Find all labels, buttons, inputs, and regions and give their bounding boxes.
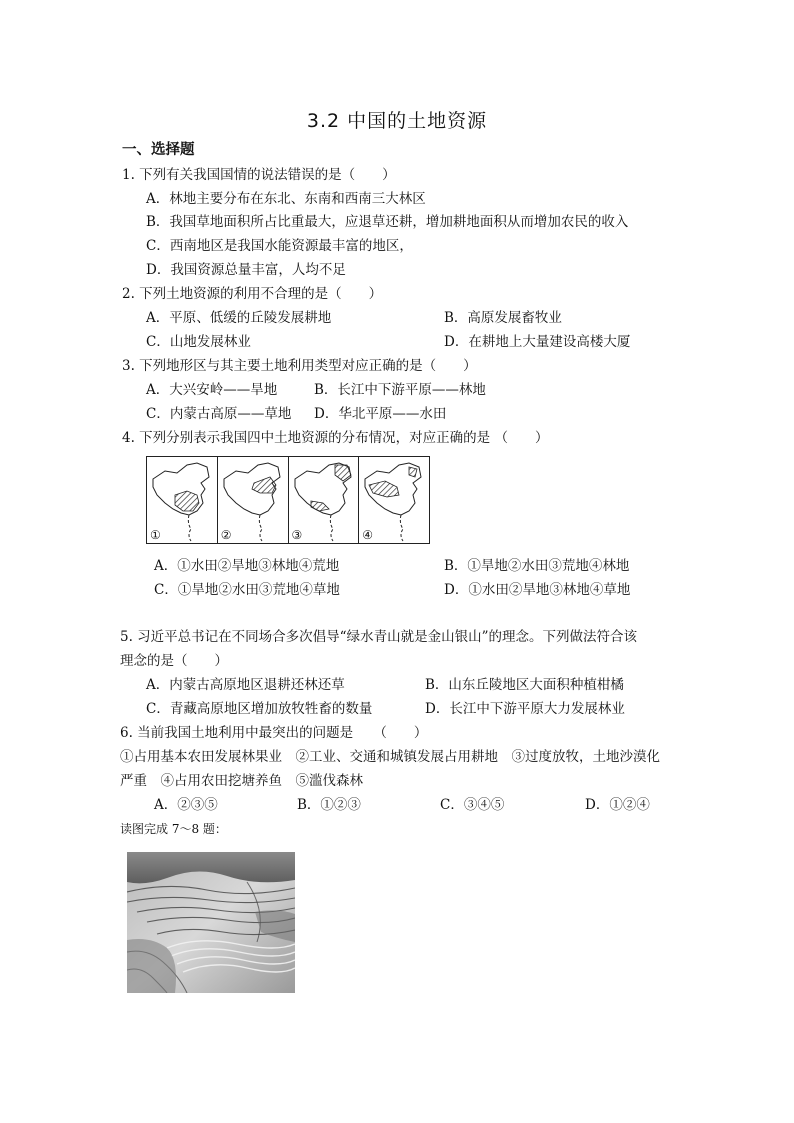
q1-option-d: D．我国资源总量丰富，人均不足 — [146, 262, 346, 278]
map-label-3: ③ — [291, 528, 303, 542]
q1-option-b: B．我国草地面积所占比重最大，应退草还耕，增加耕地面积从而增加农民的收入 — [146, 214, 629, 230]
map-panel-2 — [218, 457, 289, 543]
q1-option-a: A．林地主要分布在东北、东南和西南三大林区 — [146, 191, 426, 207]
q4-option-d: D．①水田②旱地③林地④草地 — [444, 582, 631, 598]
q2-stem: 2. 下列土地资源的利用不合理的是（ ） — [122, 286, 383, 302]
q2-option-a: A．平原、低缓的丘陵发展耕地 — [146, 310, 332, 326]
q2-option-c: C．山地发展林业 — [146, 334, 251, 350]
q5-option-a: A．内蒙古高原地区退耕还林还草 — [146, 677, 345, 693]
page-title: 3.2 中国的土地资源 — [306, 110, 488, 132]
q6-items-line1: ①占用基本农田发展林果业 ②工业、交通和城镇发展占用耕地 ③过度放牧，土地沙漠化 — [120, 749, 660, 765]
q2-option-d: D．在耕地上大量建设高楼大厦 — [444, 334, 631, 350]
q3-stem: 3. 下列地形区与其主要土地利用类型对应正确的是（ ） — [122, 358, 477, 374]
q1-option-c: C．西南地区是我国水能资源最丰富的地区， — [146, 238, 413, 254]
section-heading: 一、选择题 — [122, 142, 195, 158]
q5-stem-line1: 5. 习近平总书记在不同场合多次倡导“绿水青山就是金山银山”的理念。下列做法符合该 — [120, 629, 637, 645]
q6-items-line2: 严重 ④占用农田挖塘养鱼 ⑤滥伐森林 — [120, 773, 363, 789]
map-label-2: ② — [220, 528, 232, 542]
map-label-4: ④ — [362, 528, 374, 542]
q5-option-d: D．长江中下游平原大力发展林业 — [425, 701, 625, 717]
q3-option-b: B．长江中下游平原——林地 — [314, 382, 486, 398]
q5-option-c: C．青藏高原地区增加放牧牲畜的数量 — [146, 701, 373, 717]
q1-stem: 1. 下列有关我国国情的说法错误的是（ ） — [122, 167, 396, 183]
map-panel-1 — [147, 457, 218, 543]
q4-option-b: B．①旱地②水田③荒地④林地 — [444, 558, 630, 574]
q5-stem-line2: 理念的是（ ） — [120, 653, 228, 669]
q6-option-a: A．②③⑤ — [154, 797, 218, 813]
q6-option-d: D．①②④ — [585, 797, 650, 813]
q4-stem: 4. 下列分别表示我国四中土地资源的分布情况，对应正确的是 （ ） — [122, 430, 549, 446]
q3-option-a: A．大兴安岭——旱地 — [146, 382, 278, 398]
q4-option-a: A．①水田②旱地③林地④荒地 — [154, 558, 340, 574]
q3-option-d: D．华北平原——水田 — [314, 406, 447, 422]
map-label-1: ① — [150, 528, 161, 542]
map-panel-4 — [359, 457, 429, 543]
q2-option-b: B．高原发展畜牧业 — [444, 310, 562, 326]
q4-option-c: C．①旱地②水田③荒地④草地 — [154, 582, 340, 598]
china-maps-figure — [146, 456, 430, 544]
q6-stem: 6. 当前我国土地利用中最突出的问题是 （ ） — [120, 725, 428, 741]
read-figure-note: 读图完成 7～8 题： — [120, 822, 227, 836]
terrace-landscape-photo — [127, 852, 295, 993]
q6-option-b: B．①②③ — [297, 797, 361, 813]
q5-option-b: B．山东丘陵地区大面积种植柑橘 — [425, 677, 624, 693]
map-panel-3 — [289, 457, 360, 543]
q6-option-c: C．③④⑤ — [440, 797, 505, 813]
q3-option-c: C．内蒙古高原——草地 — [146, 406, 292, 422]
